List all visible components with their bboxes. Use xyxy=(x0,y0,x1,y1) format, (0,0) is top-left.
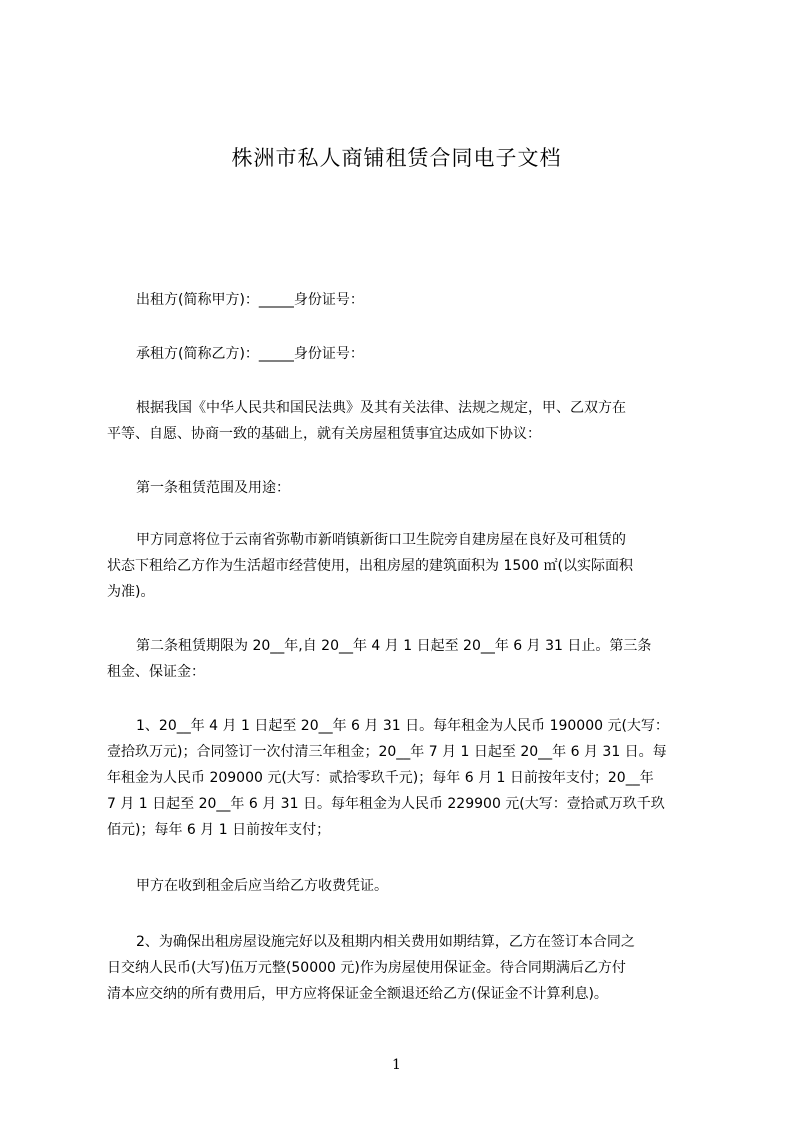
text-line: 清本应交纳的所有费用后，甲方应将保证金全额退还给乙方(保证金不计算利息)。 xyxy=(107,986,608,1002)
paragraph-preamble xyxy=(107,395,705,447)
document-title: 株洲市私人商铺租赁合同电子文档 xyxy=(231,146,562,170)
text-line: 甲方在收到租金后应当给乙方收费凭证。 xyxy=(136,878,388,894)
text-line: 出租方(简称甲方)：_____身份证号： xyxy=(136,292,364,308)
text-line: 状态下租给乙方作为生活超市经营使用，出租房屋的建筑面积为 1500 ㎡(以实际面积 xyxy=(107,558,633,574)
paragraph-receipt xyxy=(107,873,705,899)
text-line: 承租方(简称乙方)：_____身份证号： xyxy=(136,346,364,362)
text-line: 壹拾玖万元)；合同签订一次付清三年租金；20__年 7 月 1 日起至 20__年 6 月 31 日。每 xyxy=(107,744,667,760)
text-line: 甲方同意将位于云南省弥勒市新哨镇新街口卫生院旁自建房屋在良好及可租赁的 xyxy=(136,532,626,548)
text-line: 1、20__年 4 月 1 日起至 20__年 6 月 31 日。每年租金为人民币 190000 元(大写： xyxy=(136,718,669,734)
article-1-heading xyxy=(107,475,705,501)
text-line: 7 月 1 日起至 20__年 6 月 31 日。每年租金为人民币 229900 元(大写：壹拾贰万玖千玖 xyxy=(107,796,665,812)
text-line: 为准)。 xyxy=(107,584,155,600)
paragraph-lessee xyxy=(107,341,705,367)
text-line: 根据我国《中华人民共和国民法典》及其有关法律、法规之规定，甲、乙双方在 xyxy=(136,400,626,416)
paragraph-lease-term xyxy=(107,633,705,685)
paragraph-lessor xyxy=(107,287,705,313)
text-line: 平等、自愿、协商一致的基础上，就有关房屋租赁事宜达成如下协议： xyxy=(107,426,541,442)
paragraph-deposit xyxy=(107,929,705,1007)
text-line: 租金、保证金： xyxy=(107,664,205,680)
page-number: 1 xyxy=(392,1057,401,1073)
text-line: 年租金为人民币 209000 元(大写：贰拾零玖千元)；每年 6 月 1 日前按年支付；20__年 xyxy=(107,770,654,786)
text-line: 第二条租赁期限为 20__年,自 20__年 4 月 1 日起至 20__年 6 月 31 日止。第三条 xyxy=(136,638,652,654)
text-line: 日交纳人民币(大写)伍万元整(50000 元)作为房屋使用保证金。待合同期满后乙方付 xyxy=(107,960,626,976)
text-line: 佰元)；每年 6 月 1 日前按年支付； xyxy=(107,822,331,838)
paragraph-rent-schedule xyxy=(107,713,705,843)
text-line: 2、为确保出租房屋设施完好以及租期内相关费用如期结算，乙方在签订本合同之 xyxy=(136,934,635,950)
text-line: 第一条租赁范围及用途： xyxy=(136,480,290,496)
paragraph-scope-use xyxy=(107,527,705,605)
